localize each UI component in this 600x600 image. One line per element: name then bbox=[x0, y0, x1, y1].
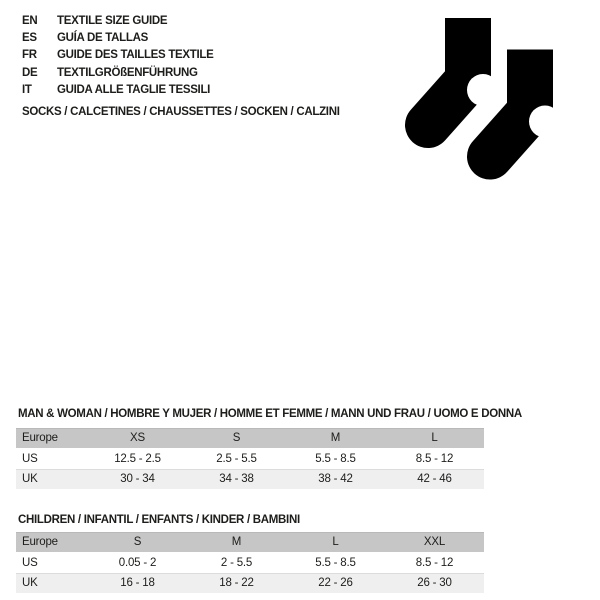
table-row bbox=[16, 554, 484, 574]
table-header-cell: L bbox=[332, 536, 339, 548]
table-header-row bbox=[16, 428, 484, 448]
table-cell: 22 - 26 bbox=[318, 577, 353, 589]
guide-title-translation: TEXTILE SIZE GUIDE bbox=[57, 14, 168, 27]
guide-title-translation: TEXTILGRÖßENFÜHRUNG bbox=[57, 66, 198, 79]
table-cell: 8.5 - 12 bbox=[415, 557, 454, 569]
table-header-cell: XS bbox=[130, 432, 145, 444]
table-header-cell: S bbox=[133, 536, 142, 548]
language-code: IT bbox=[22, 83, 32, 96]
table-cell: 5.5 - 8.5 bbox=[315, 557, 356, 569]
language-code: ES bbox=[22, 31, 37, 44]
table-cell: 0.05 - 2 bbox=[118, 557, 157, 569]
table-header-cell: Europe bbox=[22, 536, 58, 548]
table-header-cell: L bbox=[431, 432, 438, 444]
table-row-label: UK bbox=[22, 473, 38, 485]
language-code: FR bbox=[22, 49, 37, 62]
table-title-children: CHILDREN / INFANTIL / ENFANTS / KINDER / BAMBINI bbox=[18, 514, 300, 526]
table-header-cell: XXL bbox=[423, 536, 446, 548]
table-row bbox=[16, 450, 484, 470]
table-cell: 30 - 34 bbox=[120, 473, 155, 485]
table-title-man-woman: MAN & WOMAN / HOMBRE Y MUJER / HOMME ET FEMME / MANN UND FRAU / UOMO E DONNA bbox=[18, 408, 522, 420]
socks-icon bbox=[405, 10, 570, 180]
list-item bbox=[22, 12, 214, 29]
guide-title-translation: GUIDA ALLE TAGLIE TESSILI bbox=[57, 83, 211, 96]
table-header-cell: Europe bbox=[22, 432, 58, 444]
table-row-label: US bbox=[22, 557, 38, 569]
table-header-row bbox=[16, 532, 484, 552]
language-guide-list bbox=[22, 12, 214, 98]
list-item bbox=[22, 64, 214, 81]
table-header-cell: S bbox=[232, 432, 241, 444]
table-cell: 34 - 38 bbox=[219, 473, 254, 485]
size-table-man-woman bbox=[16, 428, 484, 489]
table-row-label: US bbox=[22, 453, 38, 465]
table-cell: 42 - 46 bbox=[417, 473, 452, 485]
list-item bbox=[22, 81, 214, 98]
language-code: DE bbox=[22, 66, 38, 79]
table-cell: 26 - 30 bbox=[417, 577, 452, 589]
table-header-cell: M bbox=[231, 536, 242, 548]
guide-title-translation: GUÍA DE TALLAS bbox=[57, 31, 148, 44]
table-cell: 16 - 18 bbox=[120, 577, 155, 589]
list-item bbox=[22, 29, 214, 46]
guide-title-translation: GUIDE DES TAILLES TEXTILE bbox=[57, 49, 214, 62]
table-row bbox=[16, 574, 484, 593]
size-table-children bbox=[16, 532, 484, 593]
table-cell: 5.5 - 8.5 bbox=[315, 453, 356, 465]
table-cell: 2 - 5.5 bbox=[220, 557, 253, 569]
table-cell: 38 - 42 bbox=[318, 473, 353, 485]
table-cell: 12.5 - 2.5 bbox=[114, 453, 161, 465]
table-row bbox=[16, 470, 484, 489]
table-header-cell: M bbox=[330, 432, 341, 444]
list-item bbox=[22, 47, 214, 64]
table-cell: 8.5 - 12 bbox=[415, 453, 454, 465]
language-code: EN bbox=[22, 14, 38, 27]
table-row-label: UK bbox=[22, 577, 38, 589]
table-cell: 2.5 - 5.5 bbox=[216, 453, 257, 465]
table-cell: 18 - 22 bbox=[219, 577, 254, 589]
category-title: SOCKS / CALCETINES / CHAUSSETTES / SOCKEN / CALZINI bbox=[22, 106, 340, 118]
